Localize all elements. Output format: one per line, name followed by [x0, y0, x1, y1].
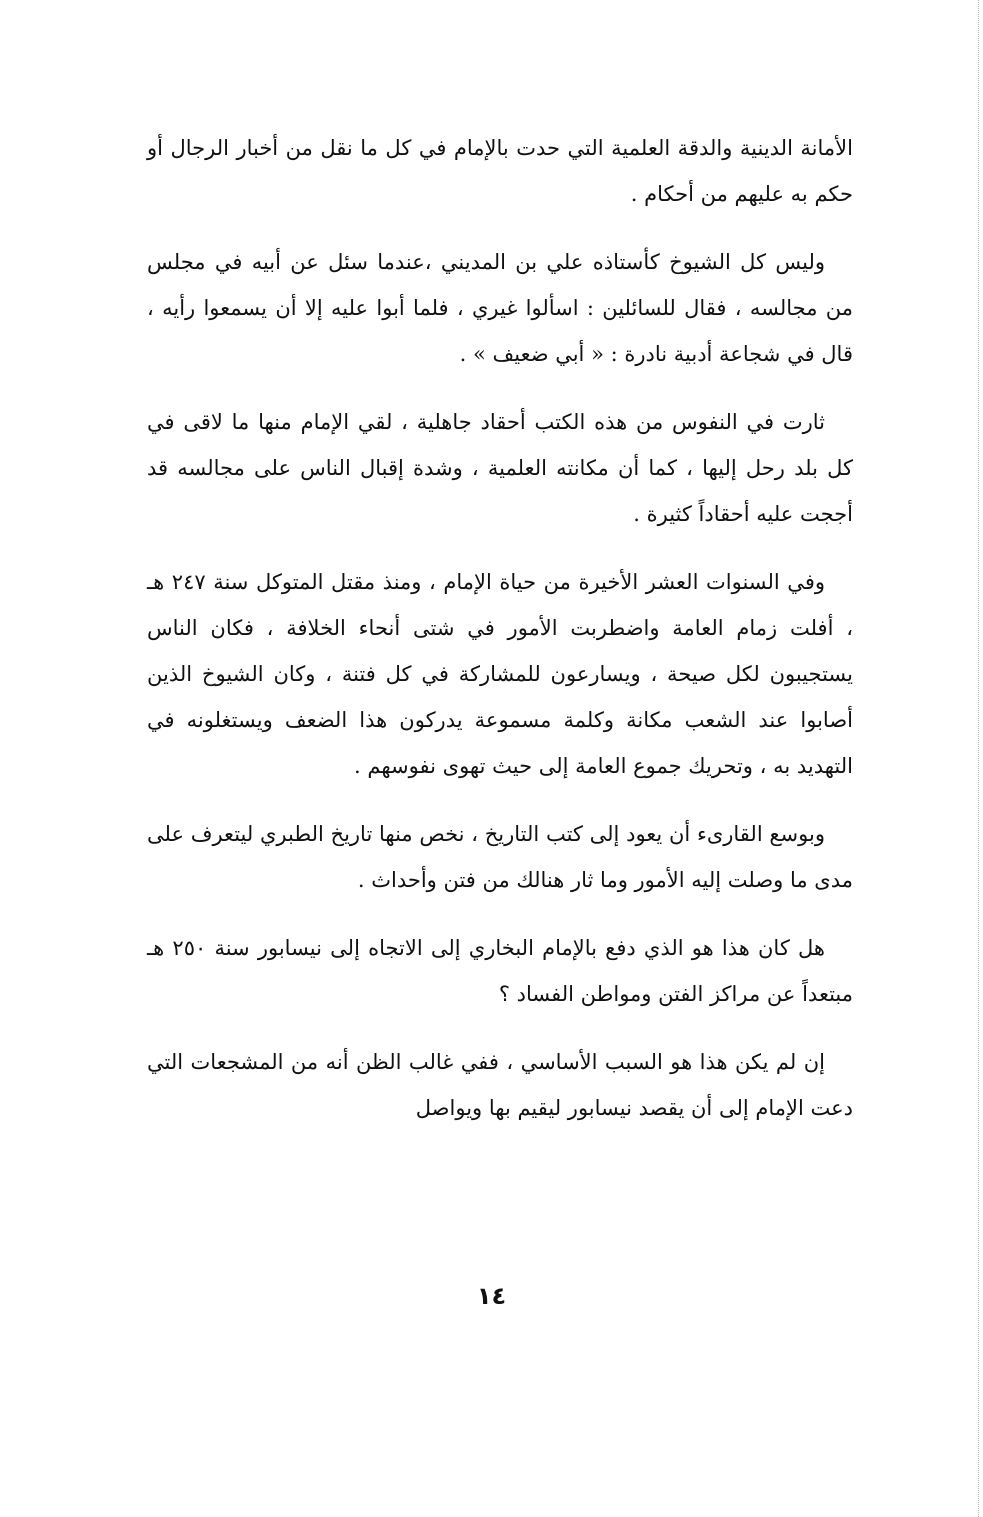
paragraph-continuation: الأمانة الدينية والدقة العلمية التي حدت بالإمام في كل ما نقل من أخبار الرجال أو حكم به عليهم من أحكام .	[147, 136, 853, 206]
paragraph: وليس كل الشيوخ كأستاذه علي بن المديني ،عندما سئل عن أبيه في مجلس من مجالسه ، فقال للسائلين : اسألوا غيري ، فلما أبوا عليه إلا أن يسمعوا رأيه ، قال في شجاعة أدبية نادرة : « أبي ضعيف » .	[147, 250, 853, 366]
paragraph: هل كان هذا هو الذي دفع بالإمام البخاري إلى الاتجاه إلى نيسابور سنة ٢٥٠ هـ مبتعداً عن مراكز الفتن ومواطن الفساد ؟	[147, 936, 853, 1006]
paragraph: إن لم يكن هذا هو السبب الأساسي ، ففي غالب الظن أنه من المشجعات التي دعت الإمام إلى أن يقصد نيسابور ليقيم بها ويواصل	[147, 1050, 853, 1120]
paragraph: ثارت في النفوس من هذه الكتب أحقاد جاهلية ، لقي الإمام منها ما لاقى في كل بلد رحل إليها ، كما أن مكانته العلمية ، وشدة إقبال الناس على مجالسه قد أججت عليه أحقاداً كثيرة .	[147, 410, 853, 526]
paragraph: وبوسع القارىء أن يعود إلى كتب التاريخ ، نخص منها تاريخ الطبري ليتعرف على مدى ما وصلت إليه الأمور وما ثار هنالك من فتن وأحداث .	[147, 822, 853, 892]
page-number: ١٤	[476, 1282, 507, 1310]
paragraph: وفي السنوات العشر الأخيرة من حياة الإمام ، ومنذ مقتل المتوكل سنة ٢٤٧ هـ ، أفلت زمام العامة واضطربت الأمور في شتى أنحاء الخلافة ، فكان الناس يستجيبون لكل صيحة ، ويسارعون للمشاركة في كل فتنة ، وكان الشيوخ الذين أصابوا عند الشعب مكانة وكلمة مسموعة يدركون هذا الضعف ويستغلونه في التهديد به ، وتحريك جموع العامة إلى حيث تهوى نفوسهم .	[147, 570, 853, 778]
body-text	[147, 125, 853, 1153]
